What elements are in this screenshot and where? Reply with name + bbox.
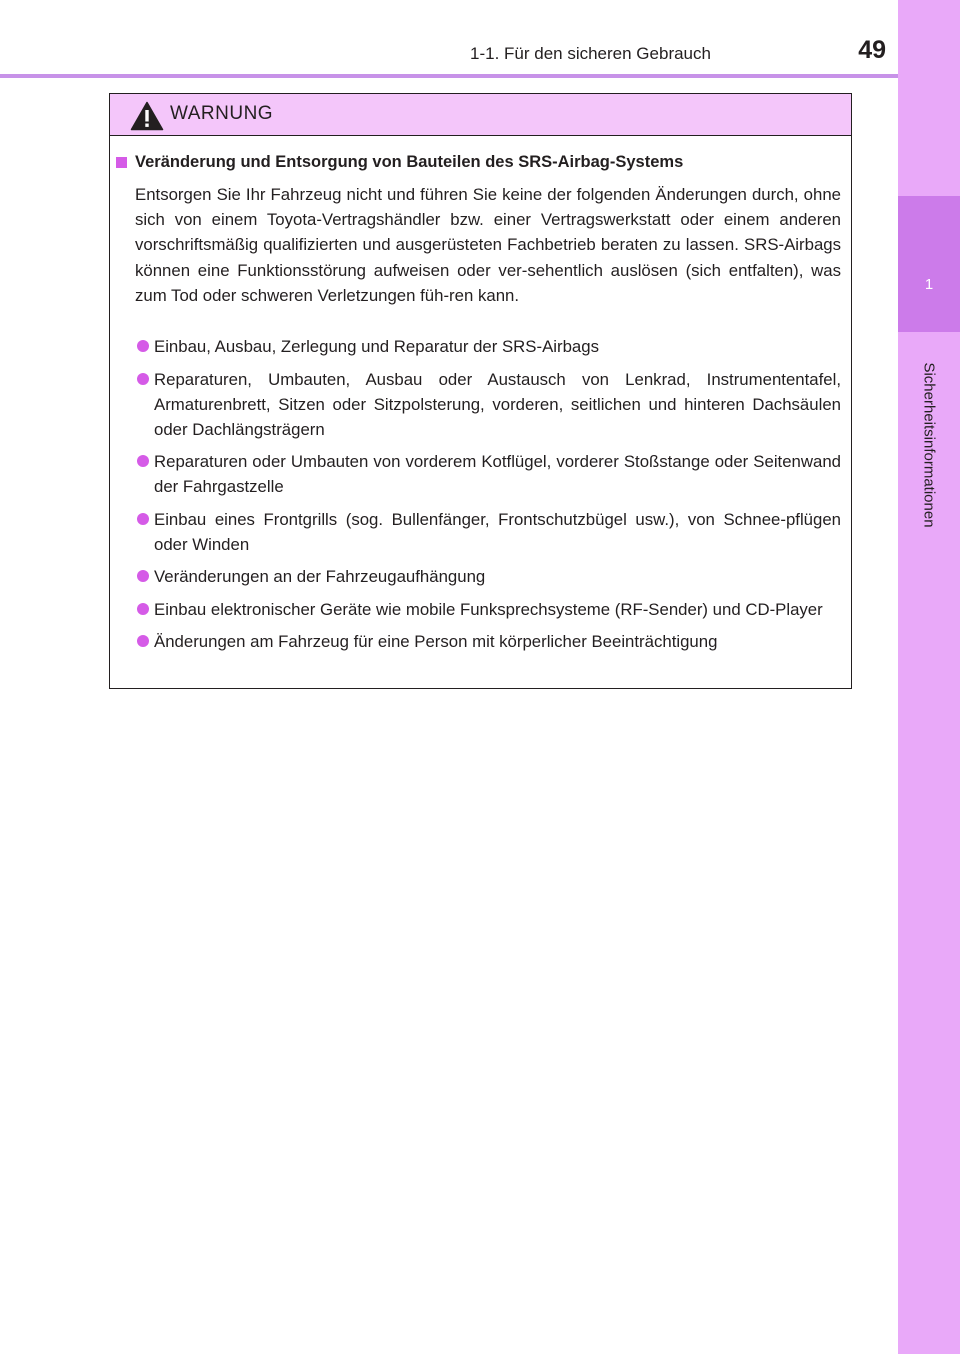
list-item [135, 367, 841, 442]
warning-box [109, 93, 852, 689]
side-chapter-marker [898, 196, 960, 332]
list-item [135, 564, 841, 589]
circle-bullet-icon [137, 603, 149, 615]
list-item [135, 629, 841, 654]
warning-paragraph: Entsorgen Sie Ihr Fahrzeug nicht und führen Sie keine der folgenden Änderungen durch, ohne sich von einem Toyota-Vertragshändler bzw. einer Vertragswerkstatt oder einem anderen vorschriftsmäßig qualifizierten und ausgerüsteten Fachbetrieb beraten zu lassen. SRS-Airbags können eine Funktionsstörung aufweisen oder ver-sehentlich auslösen (sich entfalten), was zum Tod oder schweren Verletzungen füh-ren kann. [135, 185, 841, 305]
side-chapter-number: 1 [924, 276, 934, 293]
circle-bullet-icon [137, 455, 149, 467]
square-bullet-icon [116, 157, 127, 168]
list-item-text: Einbau eines Frontgrills (sog. Bullenfänger, Frontschutzbügel usw.), von Schnee-pflügen oder Winden [154, 509, 841, 554]
warning-header [110, 94, 851, 136]
circle-bullet-icon [137, 570, 149, 582]
circle-bullet-icon [137, 635, 149, 647]
circle-bullet-icon [137, 513, 149, 525]
warning-title: WARNUNG [170, 103, 274, 124]
header-section-title: 1-1. Für den sicheren Gebrauch [470, 44, 711, 63]
list-item-text: Reparaturen, Umbauten, Ausbau oder Austausch von Lenkrad, Instrumententafel, Armaturenbrett, Sitzen oder Sitzpolsterung, vorderen, seitlichen und hinteren Dachsäulen oder Dachlängsträgern [154, 369, 841, 439]
page-number: 49 [858, 36, 886, 64]
list-item [135, 449, 841, 499]
list-item-text: Einbau, Ausbau, Zerlegung und Reparatur der SRS-Airbags [154, 337, 599, 356]
list-item-text: Änderungen am Fahrzeug für eine Person mit körperlicher Beeinträchtigung [154, 632, 718, 651]
list-item [135, 597, 841, 622]
circle-bullet-icon [137, 340, 149, 352]
warning-section-heading: Veränderung und Entsorgung von Bauteilen des SRS-Airbag-Systems [135, 153, 684, 171]
list-item [135, 334, 841, 359]
warning-triangle-icon [130, 101, 164, 131]
header-divider [0, 74, 898, 78]
warning-bullet-list [135, 334, 841, 662]
list-item-text: Reparaturen oder Umbauten von vorderem Kotflügel, vorderer Stoßstange oder Seitenwand der Fahrgastzelle [154, 452, 841, 496]
list-item [135, 507, 841, 557]
list-item-text: Einbau elektronischer Geräte wie mobile Funksprechsysteme (RF-Sender) und CD-Player [154, 599, 823, 619]
side-chapter-title: Sicherheitsinformationen [920, 362, 938, 528]
list-item-text: Veränderungen an der Fahrzeugaufhängung [154, 567, 486, 586]
circle-bullet-icon [137, 373, 149, 385]
